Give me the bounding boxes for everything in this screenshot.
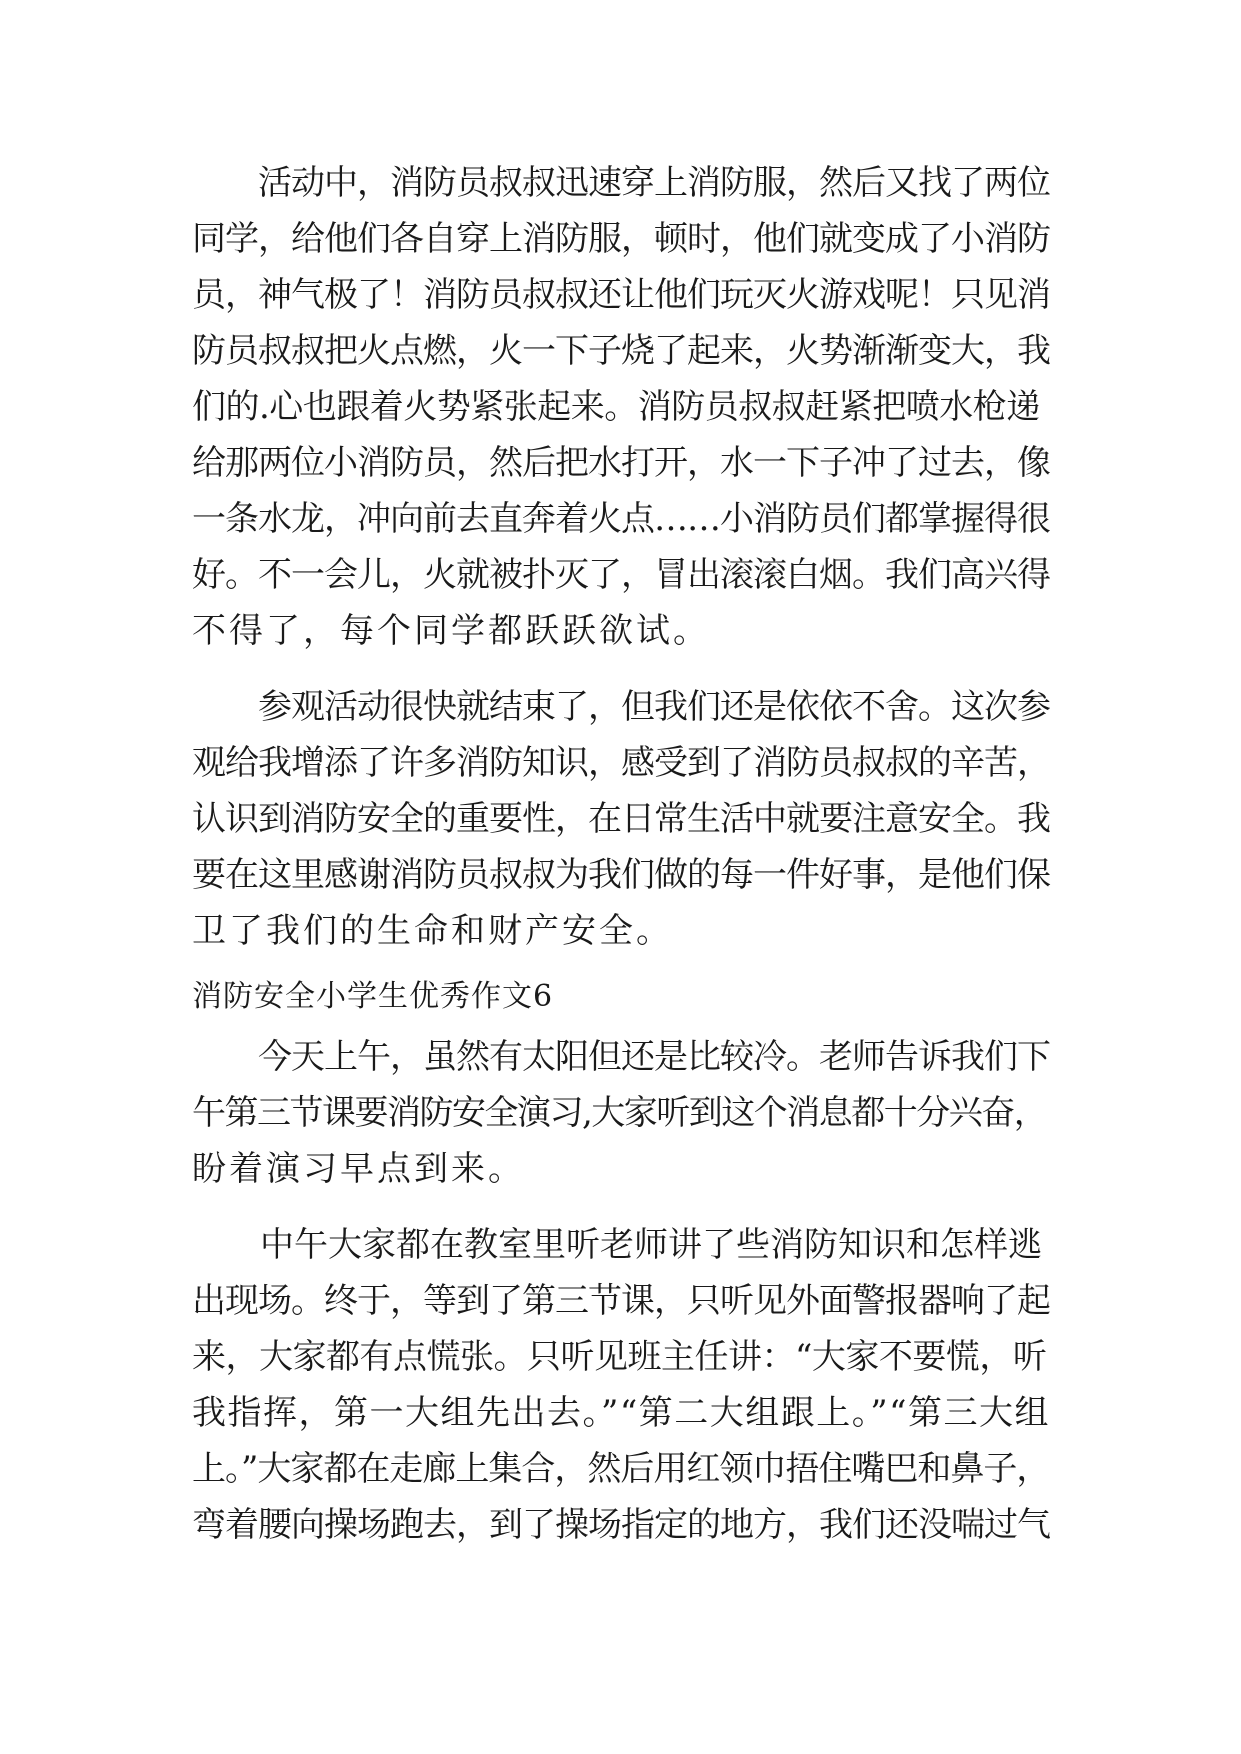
paragraph-line: 要在这里感谢消防员叔叔为我们做的每一件好事，是他们保 [192, 855, 1050, 895]
paragraph-line: 今天上午，虽然有太阳但还是比较冷。老师告诉我们下 [192, 1037, 1050, 1077]
paragraph-line: 盼着演习早点到来。 [192, 1149, 525, 1189]
paragraph-line: 们的.心也跟着火势紧张起来。消防员叔叔赶紧把喷水枪递 [192, 387, 1040, 427]
paragraph-line: 不得了，每个同学都跃跃欲试。 [192, 611, 710, 651]
paragraph-line: 好。不一会儿，火就被扑灭了，冒出滚滚白烟。我们高兴得 [192, 555, 1050, 595]
paragraph-line: 一条水龙，冲向前去直奔着火点……小消防员们都掌握得很 [192, 499, 1050, 539]
paragraph-line: 上。”大家都在走廊上集合，然后用红领巾捂住嘴巴和鼻子， [192, 1449, 1050, 1489]
paragraph-line: 给那两位小消防员，然后把水打开，水一下子冲了过去，像 [192, 443, 1050, 483]
paragraph-line: 活动中，消防员叔叔迅速穿上消防服，然后又找了两位 [192, 163, 1050, 203]
paragraph-line: 员，神气极了！消防员叔叔还让他们玩灭火游戏呢！只见消 [192, 275, 1050, 315]
paragraph-line: 卫了我们的生命和财产安全。 [192, 911, 673, 951]
paragraph-line: 观给我增添了许多消防知识，感受到了消防员叔叔的辛苦， [192, 743, 1050, 783]
paragraph-line: 来，大家都有点慌张。只听见班主任讲：“大家不要慌，听 [192, 1337, 1047, 1377]
paragraph-line: 认识到消防安全的重要性，在日常生活中就要注意安全。我 [192, 799, 1050, 839]
section-heading: 消防安全小学生优秀作文6 [192, 979, 554, 1014]
paragraph-line: 出现场。终于，等到了第三节课，只听见外面警报器响了起 [192, 1281, 1050, 1321]
paragraph-line: 我指挥，第一大组先出去。”“第二大组跟上。”“第三大组 [192, 1393, 1051, 1433]
paragraph-line: 午第三节课要消防安全演习,大家听到这个消息都十分兴奋， [192, 1093, 1047, 1133]
paragraph-line: 同学，给他们各自穿上消防服，顿时，他们就变成了小消防 [192, 219, 1050, 259]
paragraph-line: 参观活动很快就结束了，但我们还是依依不舍。这次参 [192, 687, 1050, 727]
paragraph-line: 中午大家都在教室里听老师讲了些消防知识和怎样逃 [192, 1225, 1042, 1265]
paragraph-line: 弯着腰向操场跑去，到了操场指定的地方，我们还没喘过气 [192, 1505, 1050, 1545]
paragraph-line: 防员叔叔把火点燃，火一下子烧了起来，火势渐渐变大，我 [192, 331, 1050, 371]
